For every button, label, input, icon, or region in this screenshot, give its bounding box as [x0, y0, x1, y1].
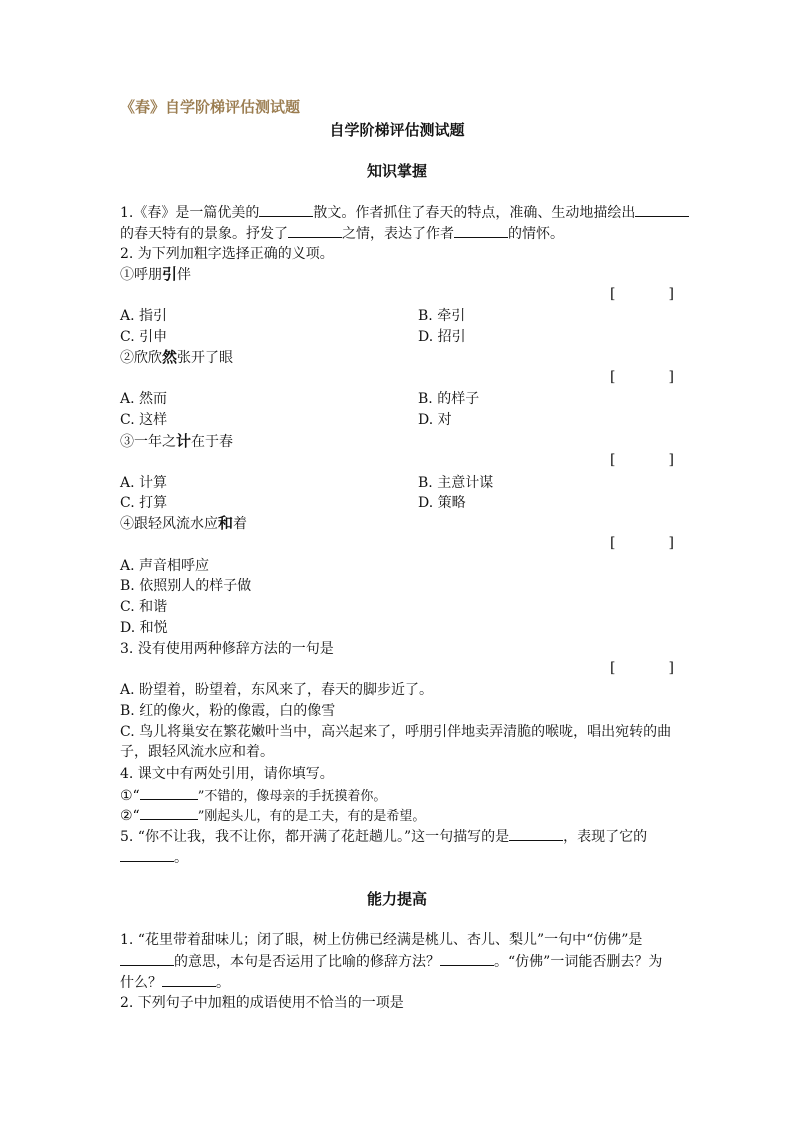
option-b[interactable]: B. 依照别人的样子做 [120, 578, 252, 594]
answer-bracket[interactable]: [ ] [610, 286, 674, 302]
option-c[interactable]: C. 和谐 [120, 599, 168, 615]
question-4-line-2: ②“ ”刚起头儿，有的是工夫，有的是希望。 [120, 805, 680, 827]
option-d[interactable]: D. 招引 [418, 329, 466, 345]
question-1-line-1: 1.《春》是一篇优美的 散文。作者抓住了春天的特点，准确、生动地描绘出 [120, 202, 680, 223]
answer-bracket[interactable]: [ ] [610, 535, 674, 551]
option-c[interactable]: C. 打算 [120, 495, 168, 511]
section-heading-ability: 能力提高 [366, 890, 427, 908]
question-2-item-3: ③一年之计在于春 [120, 432, 234, 450]
answer-blank[interactable] [259, 202, 313, 217]
option-c[interactable]: C. 鸟儿将巢安在繁花嫩叶当中，高兴起来了，呼朋引伴地卖弄清脆的喉咙，唱出宛转的曲 [120, 724, 672, 740]
option-b[interactable]: B. 红的像火，粉的像霞，白的像雪 [120, 703, 336, 719]
option-d[interactable]: D. 策略 [418, 495, 466, 511]
question-1-line-2: 的春天特有的景象。抒发了 之情，表达了作者 的情怀。 [120, 223, 680, 244]
question-4-stem: 4. 课文中有两处引用，请你填写。 [120, 766, 334, 782]
document-title: 《春》自学阶梯评估测试题 [120, 98, 301, 116]
ability-question-2-stem: 2. 下列句子中加粗的成语使用不恰当的一项是 [120, 995, 404, 1011]
option-b[interactable]: B. 牵引 [418, 308, 466, 324]
ability-question-1-line-2: 的意思，本句是否运用了比喻的修辞方法？ 。“仿佛”一词能否删去？为 [120, 951, 680, 972]
answer-bracket[interactable]: [ ] [610, 660, 674, 676]
question-3-stem: 3. 没有使用两种修辞方法的一句是 [120, 641, 334, 657]
option-b[interactable]: B. 主意计谋 [418, 475, 494, 491]
answer-blank[interactable] [120, 951, 174, 966]
question-4-line-1: ①“ ”不错的，像母亲的手抚摸着你。 [120, 785, 680, 807]
question-2-item-2: ②欣欣然张开了眼 [120, 348, 234, 366]
option-b[interactable]: B. 的样子 [418, 391, 480, 407]
question-2-item-4: ④跟轻风流水应和着 [120, 514, 248, 532]
answer-blank[interactable] [288, 223, 342, 238]
main-title: 自学阶梯评估测试题 [329, 121, 465, 139]
question-5-line-1: 5. “你不让我，我不让你，都开满了花赶趟儿。”这一句描写的是 ，表现了它的 [120, 826, 680, 847]
section-heading-knowledge: 知识掌握 [366, 162, 427, 180]
ability-question-1-line-1: 1. “花里带着甜味儿；闭了眼，树上仿佛已经满是桃儿、杏儿、梨儿”一句中“仿佛”是 [120, 932, 643, 948]
option-d[interactable]: D. 对 [418, 412, 452, 428]
answer-bracket[interactable]: [ ] [610, 452, 674, 468]
answer-blank[interactable] [120, 847, 174, 862]
option-a[interactable]: A. 然而 [120, 391, 168, 407]
question-2-item-1: ①呼朋引伴 [120, 265, 192, 283]
option-d[interactable]: D. 和悦 [120, 620, 168, 636]
answer-blank[interactable] [440, 951, 494, 966]
option-c[interactable]: C. 引申 [120, 329, 168, 345]
option-a[interactable]: A. 声音相呼应 [120, 558, 210, 574]
option-a[interactable]: A. 盼望着，盼望着，东风来了，春天的脚步近了。 [120, 682, 434, 698]
question-5-line-2: 。 [120, 847, 680, 868]
answer-blank[interactable] [509, 826, 563, 841]
answer-blank[interactable] [635, 202, 689, 217]
answer-blank[interactable] [140, 805, 198, 820]
answer-blank[interactable] [454, 223, 508, 238]
option-a[interactable]: A. 指引 [120, 308, 168, 324]
answer-blank[interactable] [162, 972, 216, 987]
option-c[interactable]: C. 这样 [120, 412, 168, 428]
question-2-stem: 2. 为下列加粗字选择正确的义项。 [120, 246, 334, 262]
ability-question-1-line-3: 什么？ 。 [120, 972, 680, 993]
answer-blank[interactable] [140, 785, 198, 800]
option-c-continued: 子，跟轻风流水应和着。 [120, 744, 274, 760]
option-a[interactable]: A. 计算 [120, 475, 168, 491]
answer-bracket[interactable]: [ ] [610, 369, 674, 385]
